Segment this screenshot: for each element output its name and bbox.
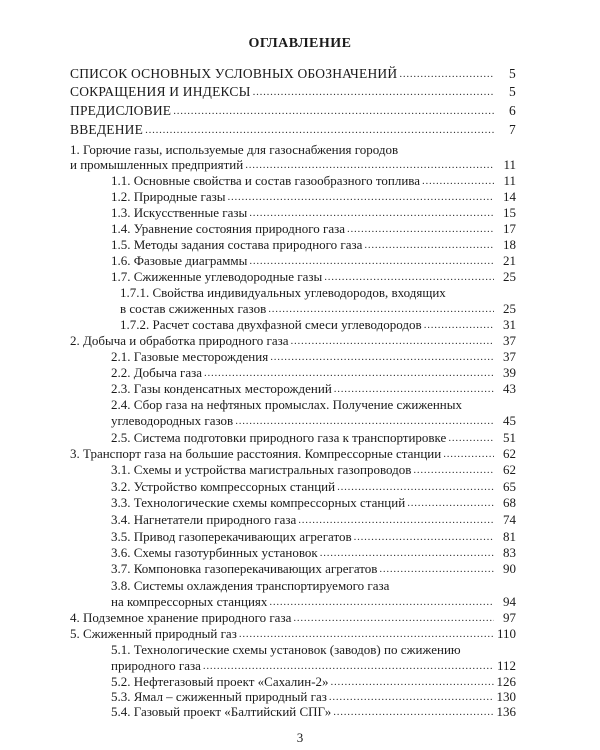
chapter-2-entry: 2. Добыча и обработка природного газа . . . 37 — [70, 333, 516, 348]
toc-entry-3-1: 3.1. Схемы и устройства магистральных газопроводов . . . 62 — [111, 462, 516, 477]
toc-entry-3-4: 3.4. Нагнетатели природного газа . . . 74 — [111, 512, 516, 527]
toc-entry-5-1: природного газа . . . 112 — [111, 658, 516, 673]
toc-entry-1-4: 1.4. Уравнение состояния природного газа . . . 17 — [111, 221, 516, 236]
toc-entry-2-2: 2.2. Добыча газа . . . 39 — [111, 365, 516, 380]
chapter-5-entry: 5. Сжиженный природный газ . . . 110 — [70, 626, 516, 641]
toc-entry-3-8-line1: 3.8. Системы охлаждения транспортируемого газа — [111, 578, 390, 593]
toc-entry-1-6: 1.6. Фазовые диаграммы . . . 21 — [111, 253, 516, 268]
toc-entry-introduction: ВВЕДЕНИЕ . . . 7 — [70, 122, 516, 137]
toc-entry-1-5: 1.5. Методы задания состава природного газа . . . 18 — [111, 237, 516, 252]
chapter-1-entry: и промышленных предприятий . . . 11 — [70, 157, 516, 172]
toc-entry-2-1: 2.1. Газовые месторождения . . . 37 — [111, 349, 516, 364]
toc-entry-1-2: 1.2. Природные газы . . . 14 — [111, 189, 516, 204]
toc-entry-3-8: на компрессорных станциях . . . 94 — [111, 594, 516, 609]
toc-entry-abbreviations: СОКРАЩЕНИЯ И ИНДЕКСЫ . . . 5 — [70, 84, 516, 99]
chapter-1-title: 1. Горючие газы, используемые для газоснабжения городов — [70, 142, 399, 157]
toc-entry-symbols: СПИСОК ОСНОВНЫХ УСЛОВНЫХ ОБОЗНАЧЕНИЙ . . . 5 — [70, 66, 516, 81]
chapter-3-entry: 3. Транспорт газа на большие расстояния. Компрессорные станции . . . 62 — [70, 446, 516, 461]
toc-entry-1-7-1: в состав сжиженных газов . . . 25 — [120, 301, 516, 316]
toc-entry-2-3: 2.3. Газы конденсатных месторождений . . . 43 — [111, 381, 516, 396]
toc-entry-3-3: 3.3. Технологические схемы компрессорных станций . . . 68 — [111, 495, 516, 510]
toc-entry-5-2: 5.2. Нефтегазовый проект «Сахалин-2» . . . 126 — [111, 674, 516, 689]
toc-entry-3-5: 3.5. Привод газоперекачивающих агрегатов . . . 81 — [111, 529, 516, 544]
toc-entry-1-3: 1.3. Искусственные газы . . . 15 — [111, 205, 516, 220]
toc-entry-preface: ПРЕДИСЛОВИЕ . . . 6 — [70, 103, 516, 118]
toc-title: ОГЛАВЛЕНИЕ — [248, 36, 352, 51]
toc-entry-3-2: 3.2. Устройство компрессорных станций . . . 65 — [111, 479, 516, 494]
toc-entry-5-1-line1: 5.1. Технологические схемы установок (заводов) по сжижению — [111, 642, 461, 657]
chapter-4-entry: 4. Подземное хранение природного газа . . . 97 — [70, 610, 516, 625]
toc-entry-1-7-1-line1: 1.7.1. Свойства индивидуальных углеводородов, входящих — [120, 285, 446, 300]
toc-entry-2-4: углеводородных газов . . . 45 — [111, 413, 516, 428]
toc-entry-5-4: 5.4. Газовый проект «Балтийский СПГ» . . . 136 — [111, 704, 516, 719]
toc-entry-2-5: 2.5. Система подготовки природного газа к транспортировке . . . 51 — [111, 430, 516, 445]
toc-entry-1-7: 1.7. Сжиженные углеводородные газы . . . 25 — [111, 269, 516, 284]
toc-entry-2-4-line1: 2.4. Сбор газа на нефтяных промыслах. Получение сжиженных — [111, 397, 462, 412]
toc-entry-1-7-2: 1.7.2. Расчет состава двухфазной смеси углеводородов . . . 31 — [120, 317, 516, 332]
toc-entry-3-7: 3.7. Компоновка газоперекачивающих агрегатов . . . 90 — [111, 561, 516, 576]
page-number: 3 — [296, 730, 304, 745]
toc-entry-5-3: 5.3. Ямал – сжиженный природный газ . . . 130 — [111, 689, 516, 704]
toc-entry-1-1: 1.1. Основные свойства и состав газообразного топлива . . . 11 — [111, 173, 516, 188]
toc-entry-3-6: 3.6. Схемы газотурбинных установок . . . 83 — [111, 545, 516, 560]
